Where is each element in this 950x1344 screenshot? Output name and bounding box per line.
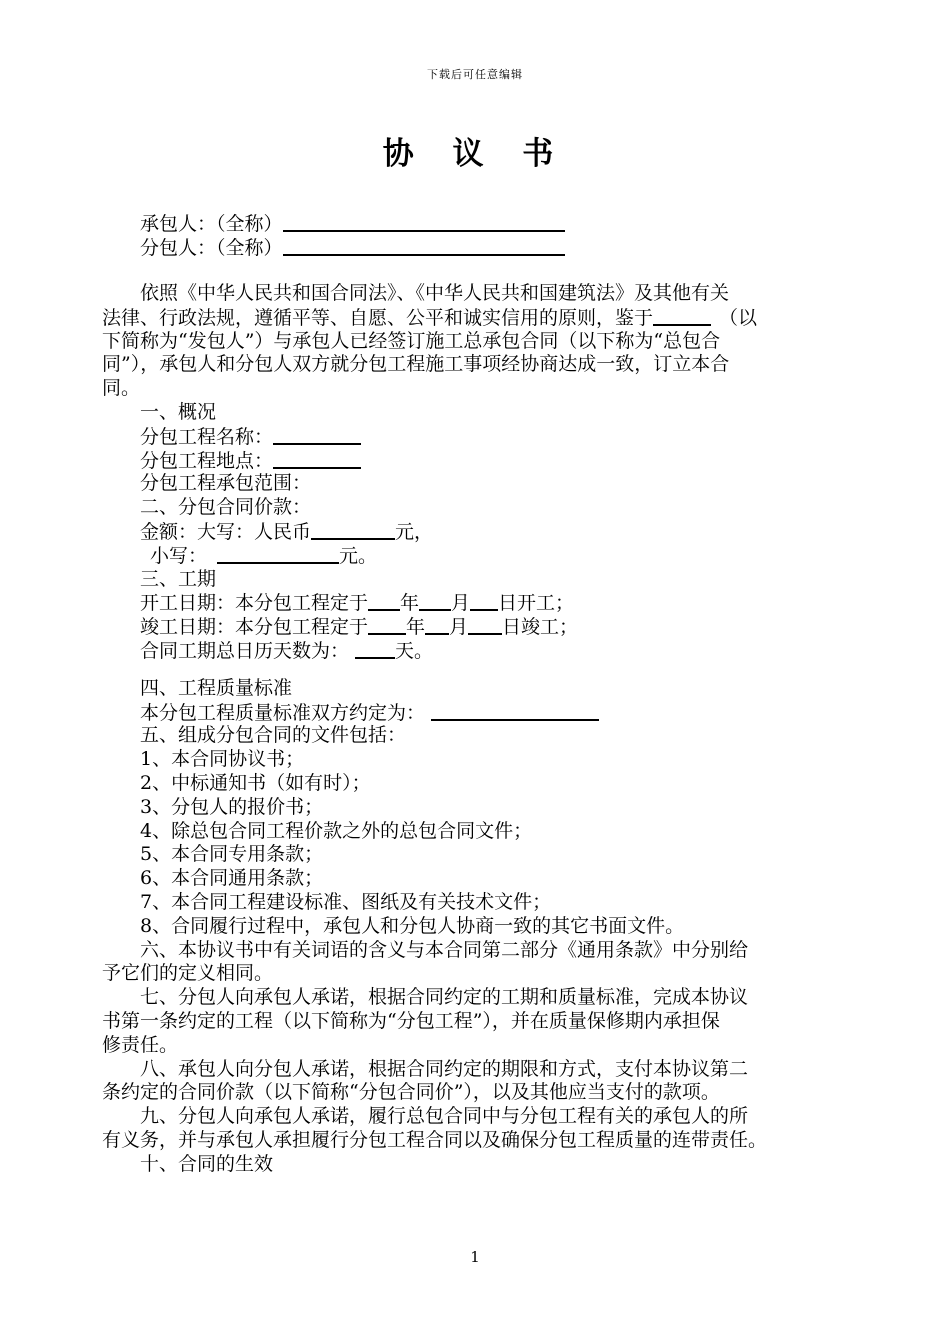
intro-line-5: 同。 [102, 377, 141, 400]
finish-day-blank[interactable] [468, 615, 502, 635]
project-scope-line: 分包工程承包范围： [140, 472, 312, 495]
total-days-label: 合同工期总日历天数为： [140, 639, 350, 662]
subcontractor-label: 分包人：（全称） [140, 237, 283, 259]
finish-month-label: 月 [449, 616, 469, 639]
section-7-paragraph [102, 986, 858, 1057]
document-body [102, 212, 858, 1176]
project-name-line [140, 425, 858, 449]
start-year-blank[interactable] [368, 591, 400, 611]
section-8-line-2: 条约定的合同价款（以下简称“分包合同价”），以及其他应当支付的款项。 [102, 1081, 720, 1104]
section-5-heading: 五、组成分包合同的文件包括： [140, 724, 407, 747]
section-6-line-1: 六、本协议书中有关词语的含义与本合同第二部分《通用条款》中分别给 [140, 938, 749, 961]
quality-standard-label: 本分包工程质量标准双方约定为： [140, 701, 426, 724]
document-item: 1、本合同协议书； [140, 748, 305, 771]
section-9-paragraph [102, 1105, 858, 1153]
amount-upper-label: 金额：大写：人民币 [140, 520, 312, 543]
document-item: 8、合同履行过程中，承包人和分包人协商一致的其它书面文件。 [140, 914, 685, 937]
total-days-blank[interactable] [355, 639, 395, 659]
amount-upper-line [140, 520, 858, 544]
amount-lower-blank[interactable] [217, 544, 339, 564]
quality-standard-line [140, 701, 858, 725]
section-9-line-1: 九、分包人向承包人承诺，履行总包合同中与分包工程有关的承包人的所 [140, 1105, 749, 1128]
project-location-label: 分包工程地点： [140, 449, 274, 472]
section-7-line-2: 书第一条约定的工程（以下简称为“分包工程”），并在质量保修期内承担保 [102, 1009, 720, 1032]
section-1-heading: 一、概况 [140, 400, 217, 423]
section-6-line-2: 予它们的定义相同。 [102, 962, 274, 985]
start-date-line [140, 591, 858, 615]
contractor-line [140, 212, 858, 236]
project-location-line [140, 449, 858, 473]
subcontractor-name-blank[interactable] [283, 236, 565, 256]
finish-month-blank[interactable] [425, 615, 449, 635]
finish-year-label: 年 [406, 616, 426, 639]
start-date-label: 开工日期：本分包工程定于 [140, 592, 369, 615]
quality-standard-blank[interactable] [431, 701, 599, 721]
section-7-line-1: 七、分包人向承包人承诺，根据合同约定的工期和质量标准，完成本协议 [140, 986, 749, 1009]
amount-lower-unit: 元。 [339, 544, 378, 567]
amount-lower-line [140, 544, 858, 568]
section-4-heading: 四、工程质量标准 [140, 676, 293, 699]
project-name-blank[interactable] [273, 425, 361, 445]
intro-line-2 [102, 306, 858, 330]
finish-date-line [140, 615, 858, 639]
document-item: 2、中标通知书（如有时）； [140, 771, 371, 794]
start-day-blank[interactable] [470, 591, 498, 611]
section-9-line-2: 有义务，并与承包人承担履行分包工程合同以及确保分包工程质量的连带责任。 [102, 1128, 768, 1151]
contractor-label: 承包人：（全称） [140, 213, 283, 235]
intro-line-2a: 法律、行政法规，遵循平等、自愿、公平和诚实信用的原则，鉴于 [102, 306, 654, 329]
amount-upper-unit: 元， [395, 520, 434, 543]
intro-line-3: 下简称为“发包人”）与承包人已经签订施工总承包合同（以下称为“总包合 [102, 329, 721, 352]
document-title: 协 议 书 [382, 136, 568, 172]
document-item: 5、本合同专用条款； [140, 843, 324, 866]
contractor-name-blank[interactable] [283, 212, 565, 232]
amount-lower-label: 小写： [150, 544, 208, 567]
employer-blank[interactable] [653, 306, 711, 326]
header-note: 下载后可任意编辑 [427, 68, 523, 81]
intro-line-1: 依照《中华人民共和国合同法》、《中华人民共和国建筑法》及其他有关 [140, 282, 730, 304]
start-day-label: 日开工； [498, 592, 575, 615]
finish-day-label: 日竣工； [502, 616, 579, 639]
section-6-paragraph [102, 939, 858, 987]
intro-paragraph [102, 282, 858, 401]
start-year-label: 年 [400, 592, 420, 615]
total-days-line [140, 639, 858, 663]
finish-year-blank[interactable] [368, 615, 406, 635]
document-item: 3、分包人的报价书； [140, 795, 324, 818]
start-month-label: 月 [451, 592, 471, 615]
section-3-heading: 三、工期 [140, 567, 217, 590]
amount-upper-blank[interactable] [311, 520, 395, 540]
document-item: 4、除总包合同工程价款之外的总包合同文件； [140, 819, 533, 842]
subcontractor-line [140, 236, 858, 260]
section-7-line-3: 修责任。 [102, 1033, 179, 1056]
section-8-paragraph [102, 1058, 858, 1106]
section-10-heading: 十、合同的生效 [140, 1152, 274, 1175]
intro-line-4: 同”），承包人和分包人双方就分包工程施工事项经协商达成一致，订立本合 [102, 353, 730, 376]
finish-date-label: 竣工日期：本分包工程定于 [140, 616, 369, 639]
document-item: 6、本合同通用条款； [140, 867, 324, 890]
document-item: 7、本合同工程建设标准、图纸及有关技术文件； [140, 890, 552, 913]
project-location-blank[interactable] [273, 449, 361, 469]
intro-line-2b: （以 [719, 306, 758, 329]
start-month-blank[interactable] [419, 591, 451, 611]
section-8-line-1: 八、承包人向分包人承诺，根据合同约定的期限和方式，支付本协议第二 [140, 1057, 749, 1080]
page-number: 1 [470, 1248, 480, 1266]
section-2-heading: 二、分包合同价款： [140, 496, 312, 519]
total-days-unit: 天。 [395, 639, 434, 662]
project-name-label: 分包工程名称： [140, 425, 274, 448]
